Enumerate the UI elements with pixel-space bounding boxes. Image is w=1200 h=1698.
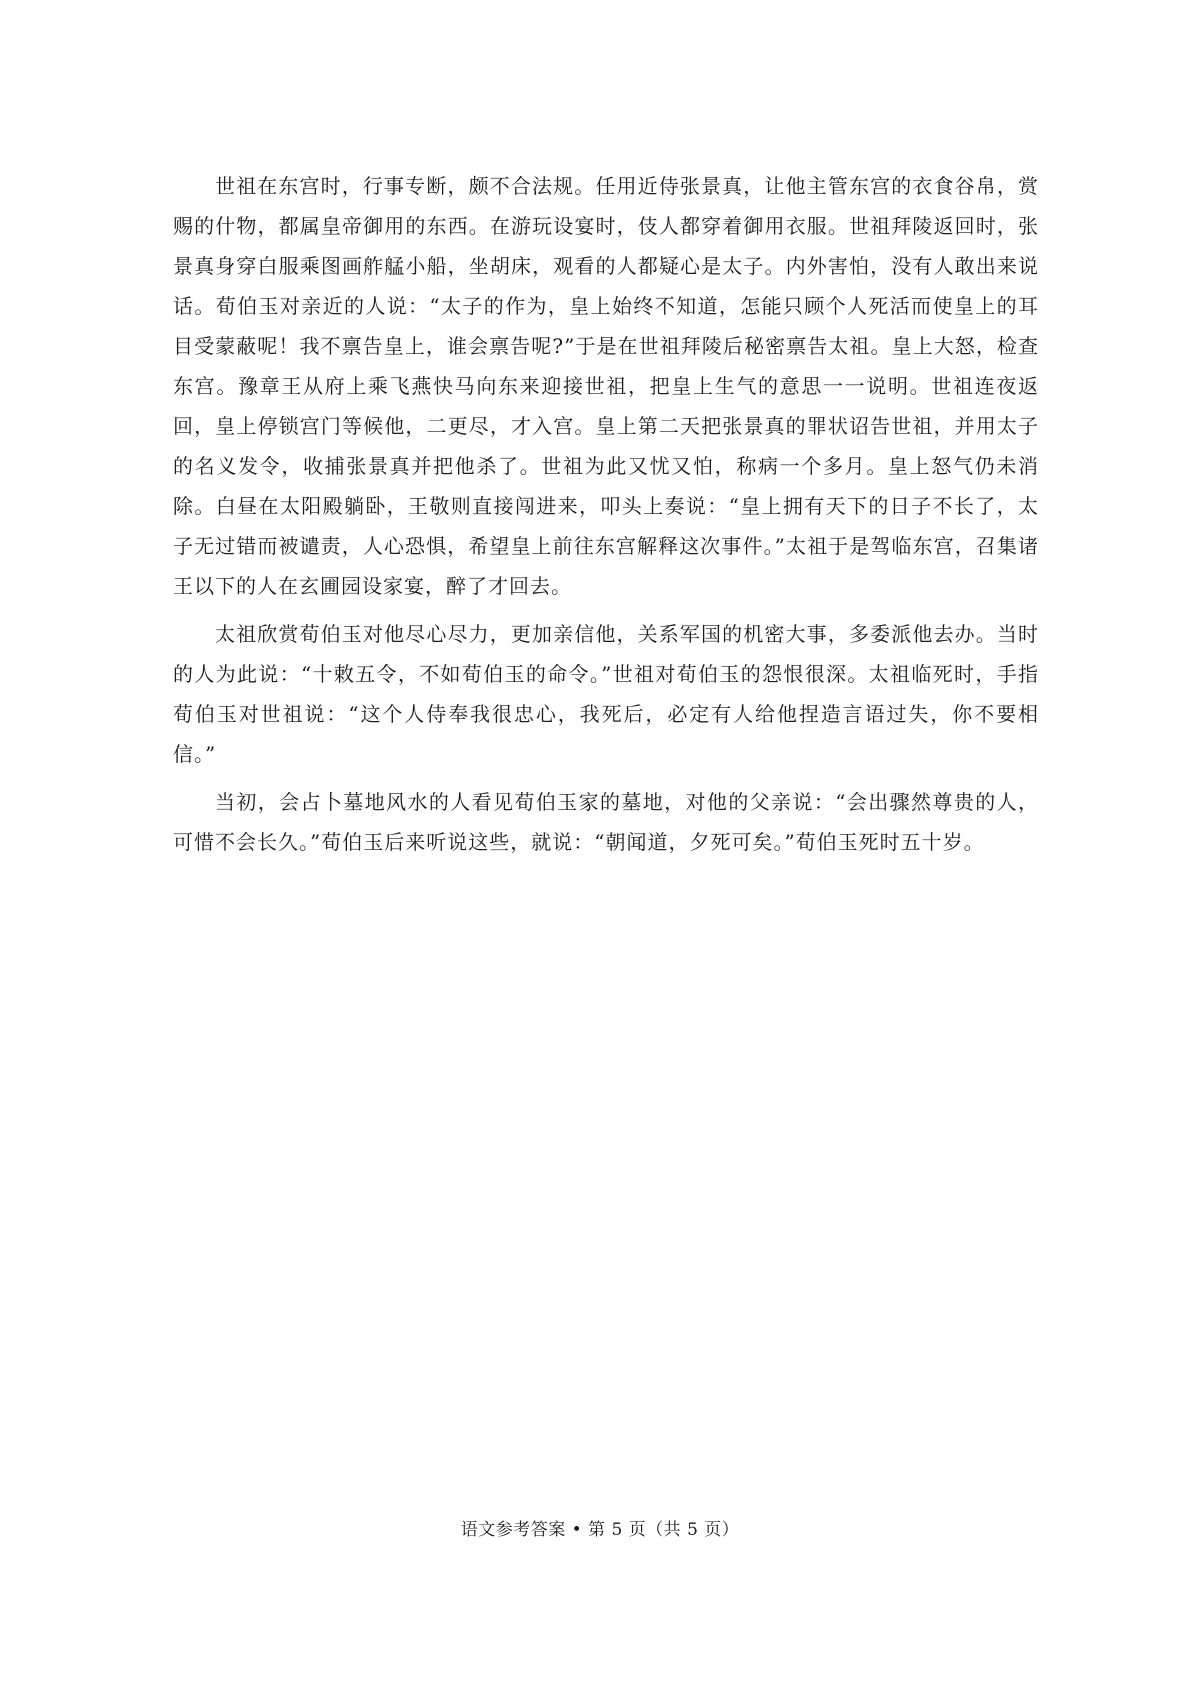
paragraph-3: 当初，会占卜墓地风水的人看见荀伯玉家的墓地，对他的父亲说：“会出骤然尊贵的人，可惜不会长久。”荀伯玉后来听说这些，就说：“朝闻道，夕死可矣。”荀伯玉死时五十岁。	[173, 790, 1039, 854]
body-text	[173, 166, 1039, 870]
paragraph-2: 太祖欣赏荀伯玉对他尽心尽力，更加亲信他，关系军国的机密大事，多委派他去办。当时的人为此说：“十敕五令，不如荀伯玉的命令。”世祖对荀伯玉的怨恨很深。太祖临死时，手指荀伯玉对世祖说：“这个人侍奉我很忠心，我死后，必定有人给他捏造言语过失，你不要相信。”	[173, 622, 1039, 766]
page-footer: 语文参考答案 • 第 5 页（共 5 页）	[460, 1520, 740, 1540]
paragraph-1: 世祖在东宫时，行事专断，颇不合法规。任用近侍张景真，让他主管东宫的衣食谷帛，赏赐的什物，都属皇帝御用的东西。在游玩设宴时，伎人都穿着御用衣服。世祖拜陵返回时，张景真身穿白服乘图画舴艋小船，坐胡床，观看的人都疑心是太子。内外害怕，没有人敢出来说话。荀伯玉对亲近的人说：“太子的作为，皇上始终不知道，怎能只顾个人死活而使皇上的耳目受蒙蔽呢！我不禀告皇上，谁会禀告呢?”于是在世祖拜陵后秘密禀告太祖。皇上大怒，检查东宫。豫章王从府上乘飞燕快马向东来迎接世祖，把皇上生气的意思一一说明。世祖连夜返回，皇上停锁宫门等候他，二更尽，才入宫。皇上第二天把张景真的罪状诏告世祖，并用太子的名义发令，收捕张景真并把他杀了。世祖为此又忧又怕，称病一个多月。皇上怒气仍未消除。白昼在太阳殿躺卧，王敬则直接闯进来，叩头上奏说：“皇上拥有天下的日子不长了，太子无过错而被谴责，人心恐惧，希望皇上前往东宫解释这次事件。”太祖于是驾临东宫，召集诸王以下的人在玄圃园设家宴，醉了才回去。	[173, 174, 1039, 598]
